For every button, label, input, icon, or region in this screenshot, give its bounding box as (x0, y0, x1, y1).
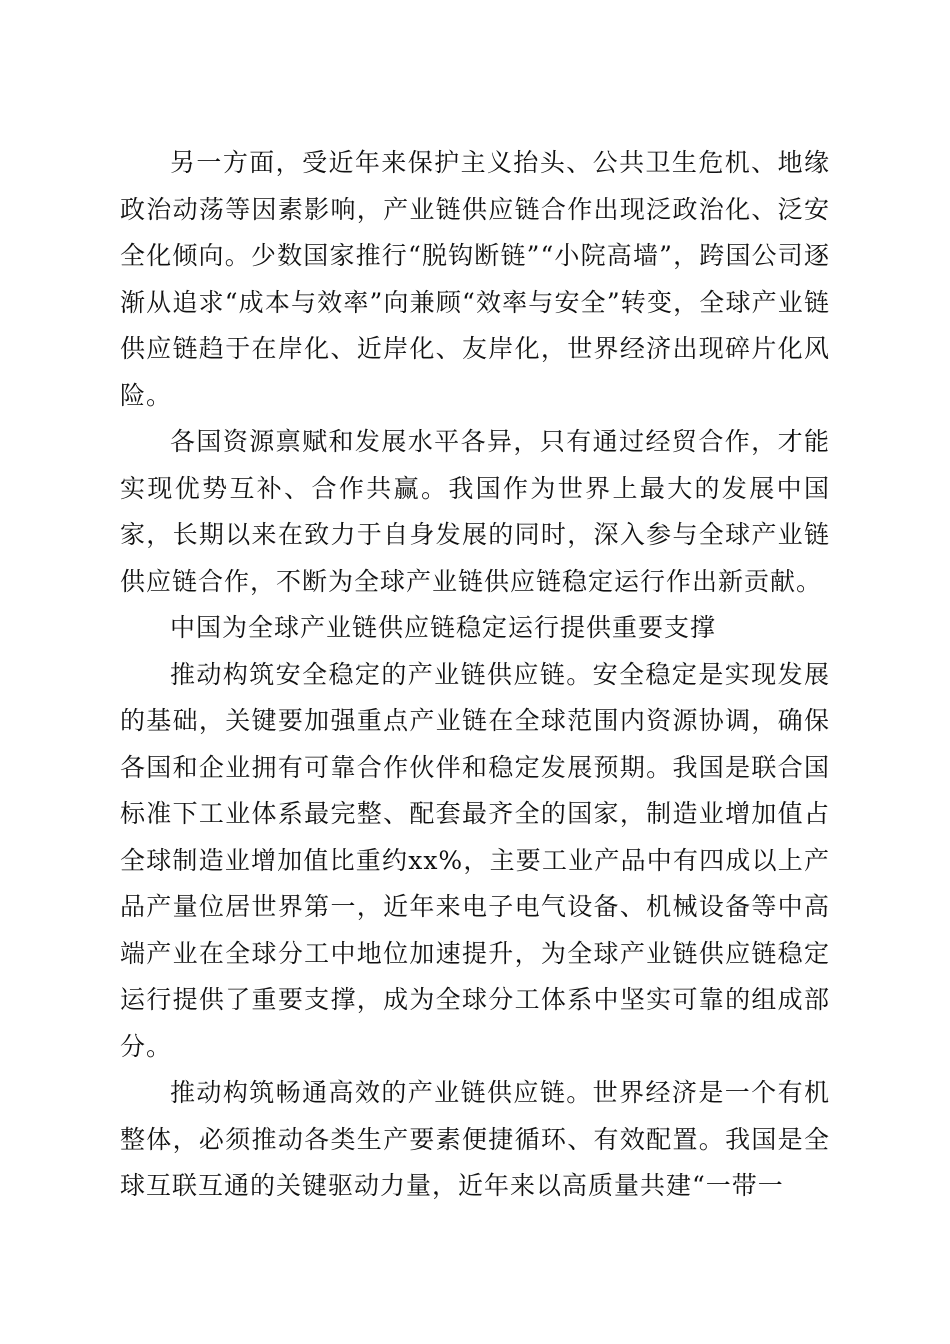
paragraph-protectionism: 另一方面，受近年来保护主义抬头、公共卫生危机、地缘政治动荡等因素影响，产业链供应链合作出现泛政治化、泛安全化倾向。少数国家推行“脱钩断链”“小院高墙”，跨国公司逐渐从追求“成本与效率”向兼顾“效率与安全”转变，全球产业链供应链趋于在岸化、近岸化、友岸化，世界经济出现碎片化风险。 (120, 148, 830, 410)
paragraph-secure-stable: 推动构筑安全稳定的产业链供应链。安全稳定是实现发展的基础，关键要加强重点产业链在全球范围内资源协调，确保各国和企业拥有可靠合作伙伴和稳定发展预期。我国是联合国标准下工业体系最完整、配套最齐全的国家，制造业增加值占全球制造业增加值比重约xx%，主要工业产品中有四成以上产品产量位居世界第一，近年来电子电气设备、机械设备等中高端产业在全球分工中地位加速提升，为全球产业链供应链稳定运行提供了重要支撑，成为全球分工体系中坚实可靠的组成部分。 (120, 659, 830, 1061)
section-heading: 中国为全球产业链供应链稳定运行提供重要支撑 (170, 613, 717, 642)
paragraph-cooperation: 各国资源禀赋和发展水平各异，只有通过经贸合作，才能实现优势互补、合作共赢。我国作为世界上最大的发展中国家，长期以来在致力于自身发展的同时，深入参与全球产业链供应链合作，不断为全球产业链供应链稳定运行作出新贡献。 (120, 427, 830, 596)
document-body (120, 140, 830, 1210)
paragraph-smooth-efficient: 推动构筑畅通高效的产业链供应链。世界经济是一个有机整体，必须推动各类生产要素便捷循环、有效配置。我国是全球互联互通的关键驱动力量，近年来以高质量共建“一带一 (120, 1078, 830, 1200)
